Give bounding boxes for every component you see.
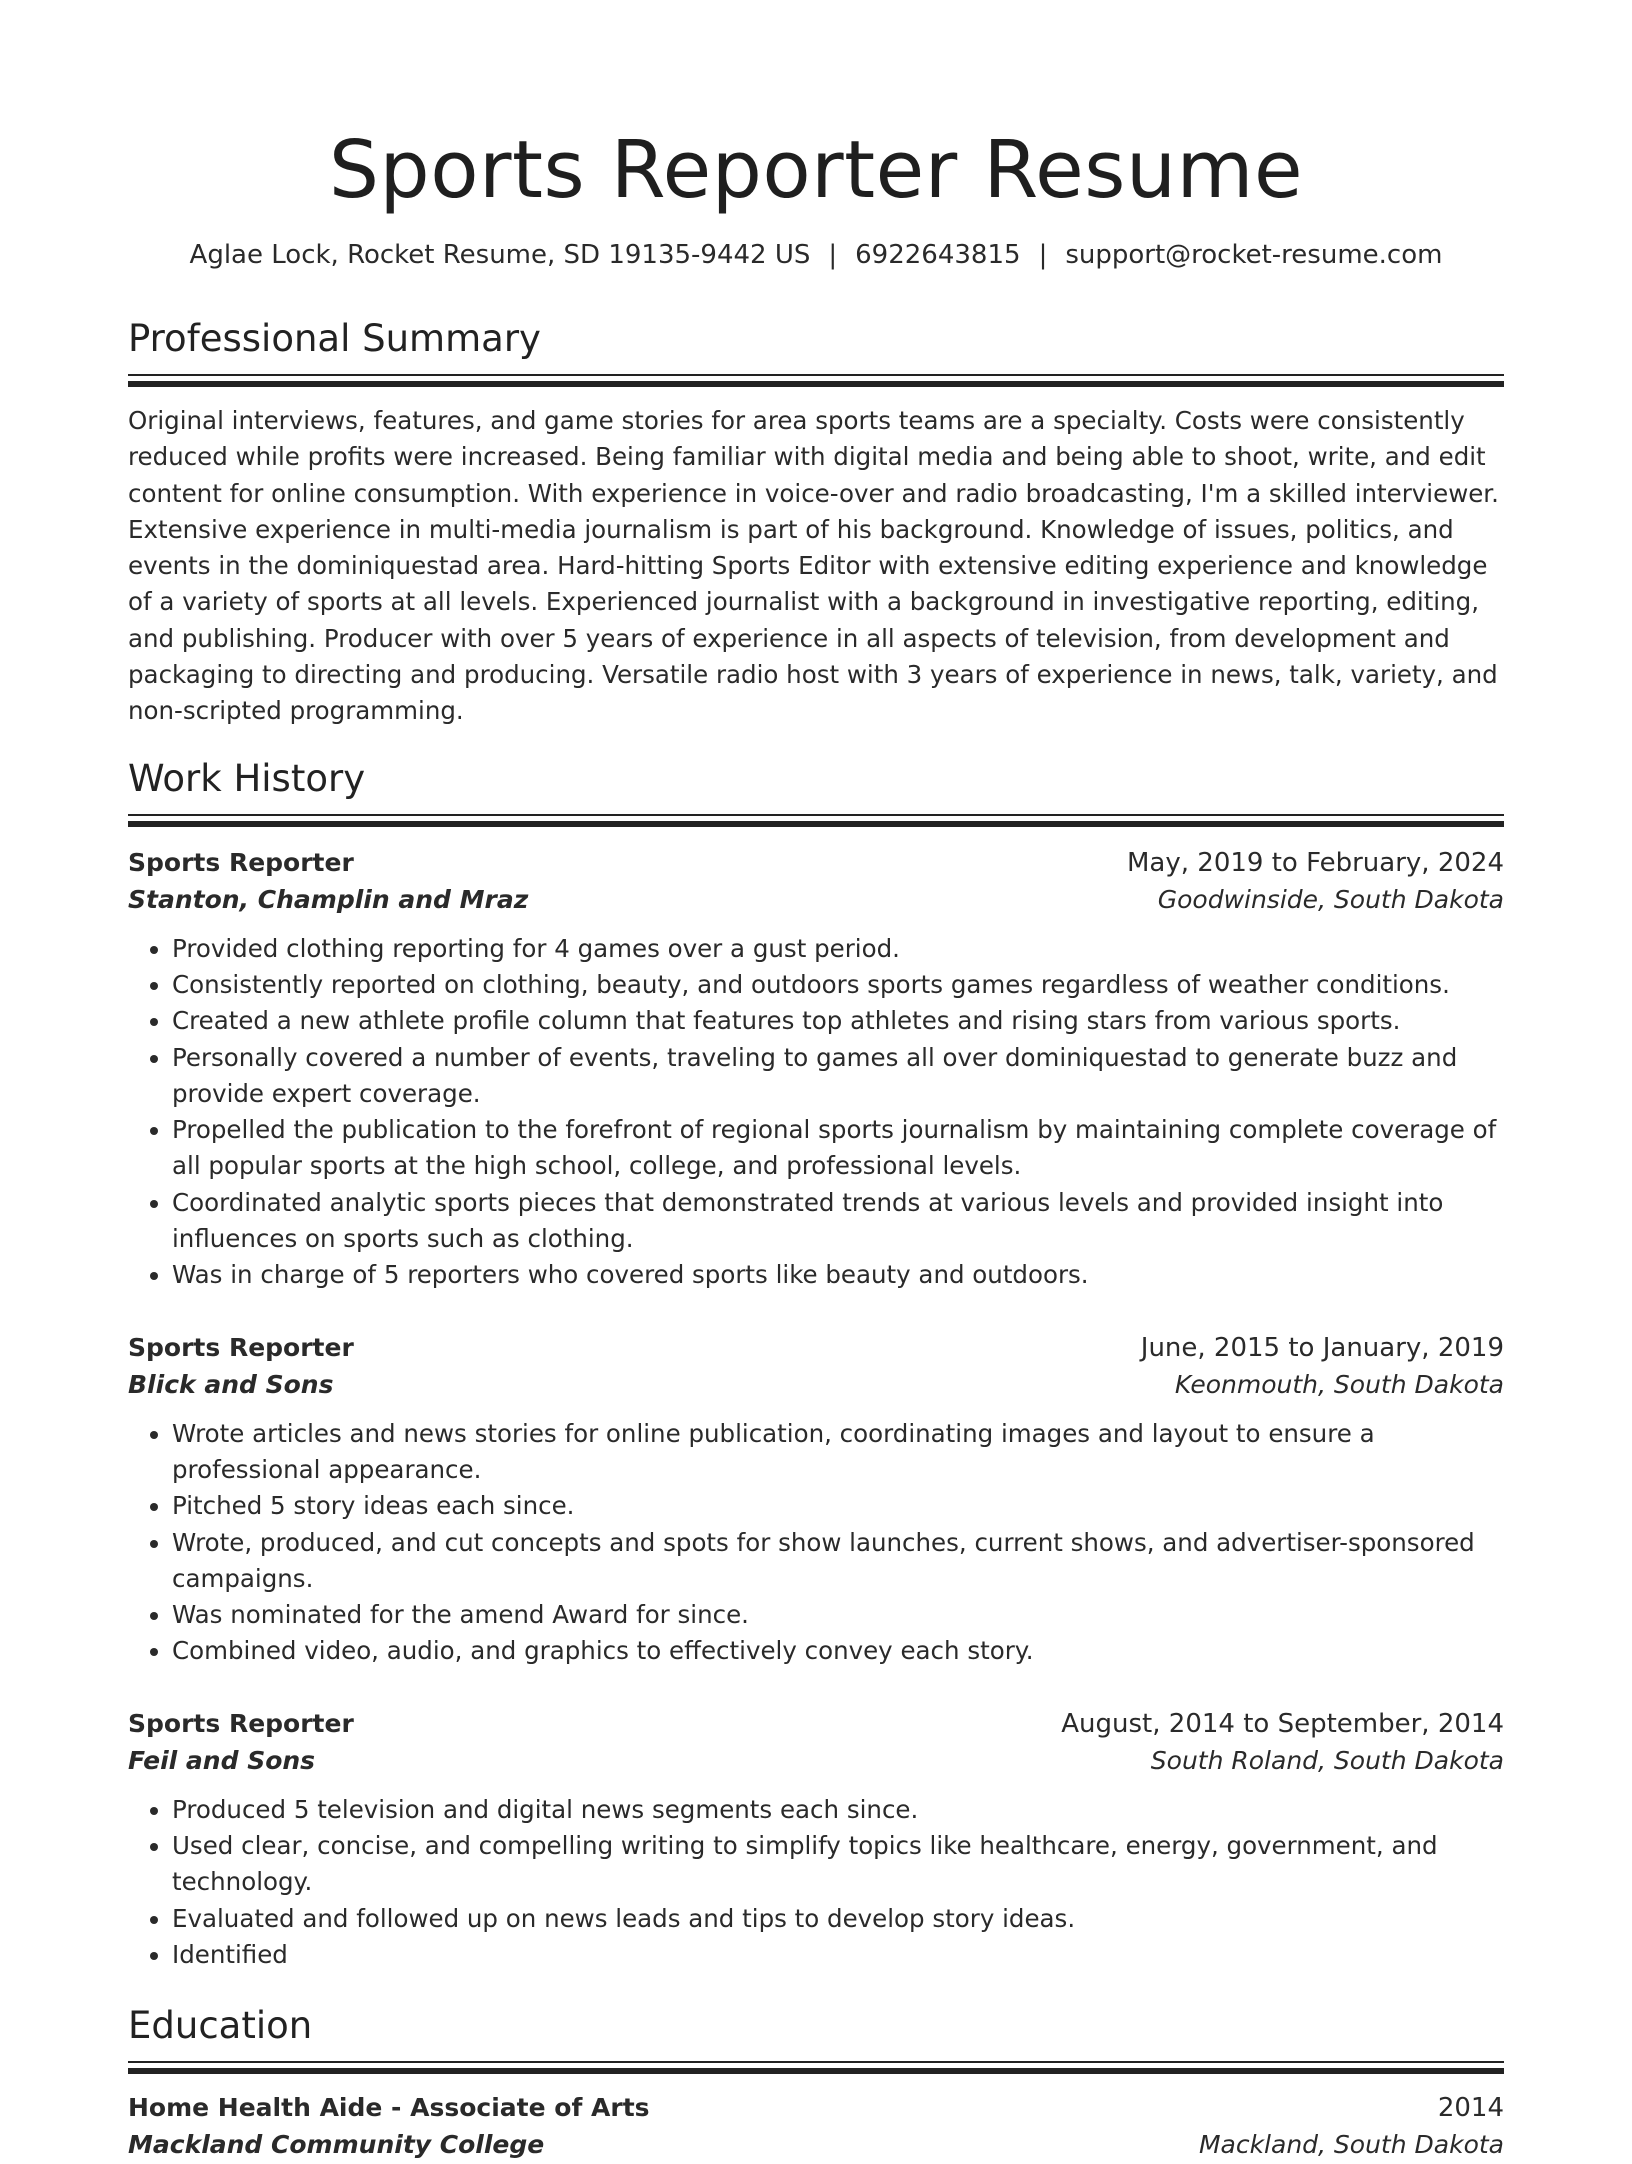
job-title: Sports Reporter	[128, 847, 354, 877]
contact-separator: |	[1038, 240, 1048, 270]
job-title: Sports Reporter	[128, 1708, 354, 1738]
job-bullet: • Was in charge of 5 reporters who covered sports like beauty and outdoors.	[172, 1257, 1504, 1293]
job-bullets	[128, 931, 1504, 1294]
education-degree: Home Health Aide - Associate of Arts	[128, 2093, 650, 2123]
job-bullet: • Produced 5 television and digital news segments each since.	[172, 1792, 1504, 1828]
education-location: Mackland, South Dakota	[1198, 2130, 1504, 2160]
resume-page	[128, 0, 1504, 2164]
job-bullet: • Used clear, concise, and compelling writing to simplify topics like healthcare, energy, government, and technology.	[172, 1828, 1504, 1901]
contact-phone: 6922643815	[855, 240, 1021, 270]
education-section	[128, 2003, 1504, 2164]
job-entry	[128, 845, 1504, 1294]
job-dates: May, 2019 to February, 2024	[1127, 847, 1504, 878]
job-company: Stanton, Champlin and Mraz	[128, 884, 529, 914]
summary-heading: Professional Summary	[128, 317, 541, 360]
job-company: Feil and Sons	[128, 1745, 316, 1775]
contact-line	[128, 238, 1504, 272]
job-bullet: • Propelled the publication to the forefront of regional sports journalism by maintaining complete coverage of all popular sports at the high school, college, and professional levels.	[172, 1112, 1504, 1185]
job-location: Goodwinside, South Dakota	[1157, 884, 1504, 914]
contact-separator: |	[828, 240, 838, 270]
job-bullet: • Wrote articles and news stories for online publication, coordinating images and layout to ensure a professional appearance.	[172, 1416, 1504, 1489]
job-bullet: • Combined video, audio, and graphics to effectively convey each story.	[172, 1633, 1504, 1669]
section-divider	[128, 374, 1504, 387]
job-dates: June, 2015 to January, 2019	[1140, 1332, 1504, 1363]
job-title: Sports Reporter	[128, 1332, 354, 1362]
section-divider	[128, 2061, 1504, 2074]
job-entry	[128, 1706, 1504, 1973]
job-bullet: • Personally covered a number of events, traveling to games all over dominiquestad to generate buzz and provide expert coverage.	[172, 1040, 1504, 1113]
job-bullet: • Consistently reported on clothing, beauty, and outdoors sports games regardless of weather conditions.	[172, 967, 1504, 1003]
contact-email[interactable]: support@rocket-resume.com	[1065, 240, 1443, 270]
job-bullet: • Created a new athlete profile column that features top athletes and rising stars from various sports.	[172, 1003, 1504, 1039]
job-bullet: • Pitched 5 story ideas each since.	[172, 1488, 1504, 1524]
job-company: Blick and Sons	[128, 1369, 334, 1399]
job-bullet: • Was nominated for the amend Award for since.	[172, 1597, 1504, 1633]
job-dates: August, 2014 to September, 2014	[1061, 1708, 1504, 1739]
education-year: 2014	[1437, 2093, 1504, 2124]
education-entry	[128, 2090, 1504, 2164]
job-bullet: • Evaluated and followed up on news leads and tips to develop story ideas.	[172, 1901, 1504, 1937]
education-heading: Education	[128, 2004, 313, 2048]
summary-text: Original interviews, features, and game stories for area sports teams are a specialty. Costs were consistently reduced while profits were increased. Being familiar with digital media and being able to shoot, write, and edit content for online consumption. With experience in voice-over and radio broadcasting, I'm a skilled interviewer. Extensive experience in multi-media journalism is part of his background. Knowledge of issues, politics, and events in the dominiquestad area. Hard-hitting Sports Editor with extensive editing experience and knowledge of a variety of sports at all levels. Experienced journalist with a background in investigative reporting, editing, and publishing. Producer with over 5 years of experience in all aspects of television, from development and packaging to directing and producing. Versatile radio host with 3 years of experience in news, talk, variety, and non-scripted programming.	[128, 406, 1499, 726]
job-bullet: • Coordinated analytic sports pieces that demonstrated trends at various levels and provided insight into influences on sports such as clothing.	[172, 1185, 1504, 1258]
section-divider	[128, 814, 1504, 827]
job-bullet: • Wrote, produced, and cut concepts and spots for show launches, current shows, and advertiser-sponsored campaigns.	[172, 1525, 1504, 1598]
page-title: Sports Reporter Resume	[328, 124, 1304, 216]
work-history-heading: Work History	[128, 756, 366, 800]
job-bullet: • Identified	[172, 1937, 1504, 1973]
contact-address: Aglae Lock, Rocket Resume, SD 19135-9442 US	[189, 240, 811, 270]
summary-section	[128, 316, 1504, 730]
job-bullets	[128, 1792, 1504, 1973]
work-history-section	[128, 756, 1504, 1974]
job-bullet: • Provided clothing reporting for 4 games over a gust period.	[172, 931, 1504, 967]
job-location: Keonmouth, South Dakota	[1174, 1369, 1504, 1399]
job-location: South Roland, South Dakota	[1150, 1745, 1504, 1775]
education-school: Mackland Community College	[128, 2130, 545, 2160]
job-entry	[128, 1330, 1504, 1670]
job-bullets	[128, 1416, 1504, 1670]
